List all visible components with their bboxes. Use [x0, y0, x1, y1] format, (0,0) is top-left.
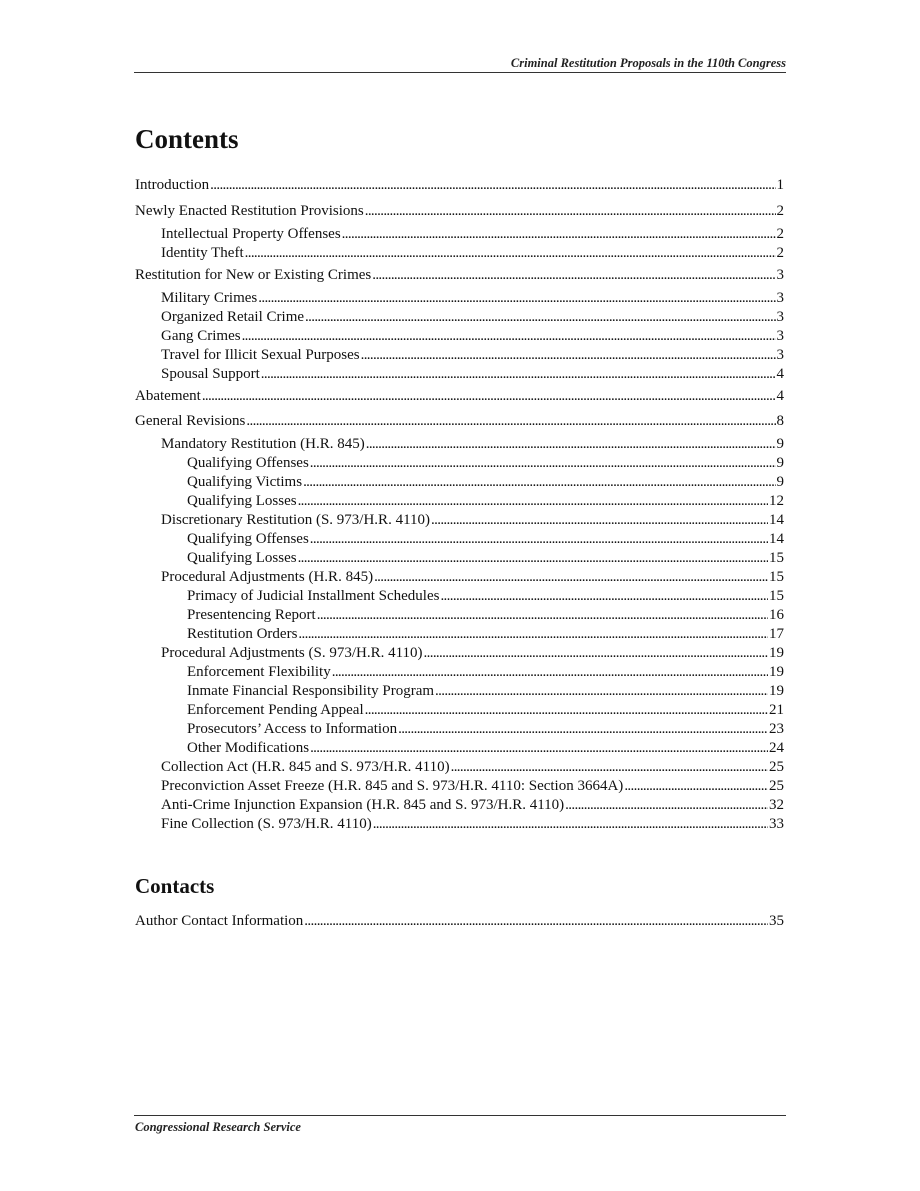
toc-entry-text: Preconviction Asset Freeze (H.R. 845 and S. 973/H.R. 4110: Section 3664A)	[161, 778, 624, 794]
toc-page-number: 17	[769, 626, 784, 642]
toc-entry-text: Qualifying Losses	[187, 550, 297, 566]
contents-heading: Contents	[135, 124, 239, 154]
toc-page-number: 12	[769, 493, 784, 509]
toc-entry-text: Spousal Support	[161, 366, 260, 382]
header-rule	[134, 72, 786, 73]
toc-entry-text: Procedural Adjustments (H.R. 845)	[161, 569, 374, 585]
toc-entry-text: Collection Act (H.R. 845 and S. 973/H.R. 4110)	[161, 759, 450, 775]
toc-entry-text: Abatement	[135, 388, 201, 404]
dot-leader	[242, 327, 776, 346]
toc-entry[interactable]	[135, 473, 784, 492]
dot-leader	[342, 225, 776, 244]
dot-leader	[258, 289, 775, 308]
toc-entry-text: Identity Theft	[161, 245, 244, 261]
toc-entry[interactable]	[135, 625, 784, 644]
toc-entry[interactable]	[135, 435, 784, 454]
dot-leader	[305, 308, 775, 327]
footer-rule	[134, 1115, 786, 1116]
toc-entry[interactable]	[135, 663, 784, 682]
dot-leader	[565, 796, 768, 815]
toc-entry[interactable]	[135, 308, 784, 327]
toc-entry[interactable]	[135, 701, 784, 720]
dot-leader	[361, 346, 776, 365]
toc-entry[interactable]	[135, 225, 784, 244]
toc-entry[interactable]	[135, 815, 784, 834]
dot-leader	[245, 244, 776, 263]
toc-entry[interactable]	[135, 758, 784, 777]
dot-leader	[298, 625, 768, 644]
toc-page-number: 21	[769, 702, 784, 718]
toc-page-number: 19	[769, 645, 784, 661]
toc-page-number: 2	[776, 245, 784, 261]
toc-entry-text: Procedural Adjustments (S. 973/H.R. 4110)	[161, 645, 423, 661]
toc-entry[interactable]	[135, 289, 784, 308]
toc-entry-text: Organized Retail Crime	[161, 309, 305, 325]
toc-page-number: 3	[776, 309, 784, 325]
toc-entry[interactable]	[135, 346, 784, 365]
toc-page-number: 8	[776, 413, 784, 429]
toc-entry-text: Travel for Illicit Sexual Purposes	[161, 347, 360, 363]
toc-page-number: 4	[776, 388, 784, 404]
toc-entry[interactable]	[135, 796, 784, 815]
toc-entry[interactable]	[135, 387, 784, 406]
toc-entry[interactable]	[135, 912, 784, 931]
toc-entry-text: Mandatory Restitution (H.R. 845)	[161, 436, 365, 452]
toc-entry-text: Other Modifications	[187, 740, 310, 756]
toc-entry-text: Qualifying Victims	[187, 474, 303, 490]
toc-entry[interactable]	[135, 720, 784, 739]
toc-page-number: 33	[769, 816, 784, 832]
running-footer-publisher: Congressional Research Service	[135, 1120, 301, 1134]
toc-entry-text: Qualifying Offenses	[187, 531, 309, 547]
toc-page-number: 3	[776, 267, 784, 283]
toc-entry[interactable]	[135, 327, 784, 346]
toc-page-number: 14	[769, 531, 784, 547]
toc-entry-text: Inmate Financial Responsibility Program	[187, 683, 435, 699]
toc-page-number: 15	[769, 569, 784, 585]
toc-entry-text: Qualifying Offenses	[187, 455, 309, 471]
dot-leader	[317, 606, 768, 625]
toc-entry[interactable]	[135, 587, 784, 606]
dot-leader	[435, 682, 768, 701]
toc-entry-text: Author Contact Information	[135, 913, 304, 929]
toc-entry-text: Gang Crimes	[161, 328, 241, 344]
dot-leader	[310, 739, 768, 758]
dot-leader	[624, 777, 768, 796]
toc-entry-text: Prosecutors’ Access to Information	[187, 721, 398, 737]
toc-entry[interactable]	[135, 492, 784, 511]
dot-leader	[398, 720, 768, 739]
toc-entry-text: Restitution for New or Existing Crimes	[135, 267, 372, 283]
toc-page-number: 19	[769, 683, 784, 699]
dot-leader	[431, 511, 768, 530]
toc-entry[interactable]	[135, 365, 784, 384]
toc-page-number: 16	[769, 607, 784, 623]
dot-leader	[373, 815, 768, 834]
toc-entry-text: Discretionary Restitution (S. 973/H.R. 4110)	[161, 512, 431, 528]
toc-page-number: 15	[769, 588, 784, 604]
toc-entry-text: Qualifying Losses	[187, 493, 297, 509]
toc-page-number: 25	[769, 778, 784, 794]
toc-page-number: 2	[776, 203, 784, 219]
toc-entry[interactable]	[135, 549, 784, 568]
toc-page-number: 24	[769, 740, 784, 756]
dot-leader	[365, 701, 768, 720]
toc-entry-text: Restitution Orders	[187, 626, 298, 642]
toc-entry-text: Introduction	[135, 177, 210, 193]
toc-page-number: 4	[776, 366, 784, 382]
toc-entry[interactable]	[135, 202, 784, 221]
toc-entry-text: Intellectual Property Offenses	[161, 226, 341, 242]
toc-entry[interactable]	[135, 454, 784, 473]
toc-entry[interactable]	[135, 568, 784, 587]
dot-leader	[451, 758, 768, 777]
toc-entry[interactable]	[135, 412, 784, 431]
toc-page-number: 32	[769, 797, 784, 813]
dot-leader	[304, 912, 768, 931]
toc-page-number: 9	[776, 455, 784, 471]
toc-page-number: 2	[776, 226, 784, 242]
toc-entry[interactable]	[135, 644, 784, 663]
toc-page-number: 15	[769, 550, 784, 566]
contacts-heading: Contacts	[135, 874, 215, 898]
toc-entry-text: Primacy of Judicial Installment Schedules	[187, 588, 440, 604]
toc-page-number: 9	[776, 436, 784, 452]
toc-page-number: 19	[769, 664, 784, 680]
toc-entry[interactable]	[135, 176, 784, 195]
dot-leader	[332, 663, 768, 682]
dot-leader	[372, 266, 775, 285]
toc-entry-text: Newly Enacted Restitution Provisions	[135, 203, 364, 219]
dot-leader	[374, 568, 768, 587]
toc-entry[interactable]	[135, 777, 784, 796]
toc-entry-text: Presentencing Report	[187, 607, 316, 623]
dot-leader	[246, 412, 775, 431]
toc-entry[interactable]	[135, 530, 784, 549]
toc-page-number: 25	[769, 759, 784, 775]
toc-page-number: 9	[776, 474, 784, 490]
toc-page-number: 3	[776, 347, 784, 363]
toc-entry[interactable]	[135, 682, 784, 701]
toc-entry[interactable]	[135, 266, 784, 285]
dot-leader	[365, 202, 776, 221]
dot-leader	[261, 365, 776, 384]
toc-page-number: 23	[769, 721, 784, 737]
dot-leader	[298, 549, 768, 568]
toc-page-number: 1	[776, 177, 784, 193]
toc-page-number: 35	[769, 913, 784, 929]
toc-entry-text: Enforcement Flexibility	[187, 664, 331, 680]
dot-leader	[210, 176, 775, 195]
toc-entry[interactable]	[135, 511, 784, 530]
dot-leader	[366, 435, 776, 454]
toc-page-number: 3	[776, 290, 784, 306]
toc-page-number: 14	[769, 512, 784, 528]
toc-entry-text: Anti-Crime Injunction Expansion (H.R. 845 and S. 973/H.R. 4110)	[161, 797, 565, 813]
dot-leader	[310, 454, 776, 473]
toc-page-number: 3	[776, 328, 784, 344]
dot-leader	[202, 387, 776, 406]
dot-leader	[310, 530, 768, 549]
dot-leader	[303, 473, 775, 492]
running-header-title: Criminal Restitution Proposals in the 110th Congress	[510, 56, 786, 70]
toc-entry[interactable]	[135, 739, 784, 758]
toc-entry-text: General Revisions	[135, 413, 246, 429]
toc-entry[interactable]	[135, 244, 784, 263]
dot-leader	[440, 587, 768, 606]
toc-entry-text: Enforcement Pending Appeal	[187, 702, 364, 718]
toc-entry-text: Fine Collection (S. 973/H.R. 4110)	[161, 816, 372, 832]
toc-entry[interactable]	[135, 606, 784, 625]
dot-leader	[298, 492, 768, 511]
dot-leader	[424, 644, 768, 663]
toc-entry-text: Military Crimes	[161, 290, 258, 306]
